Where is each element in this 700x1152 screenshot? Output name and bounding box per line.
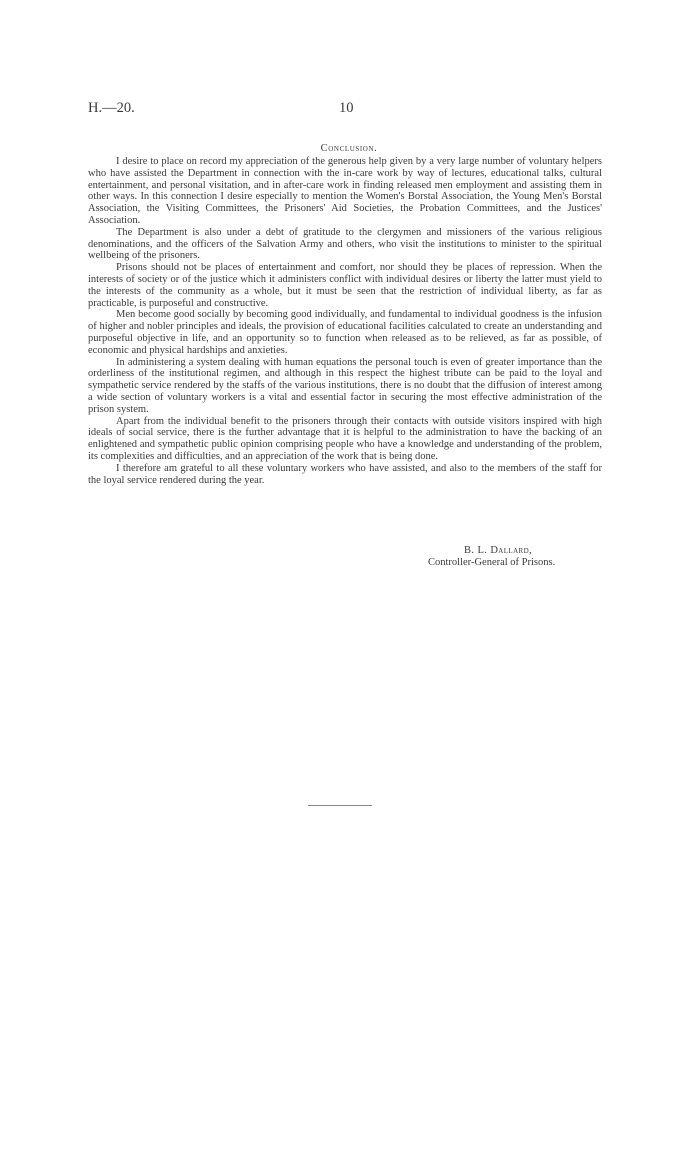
page-header — [88, 100, 610, 120]
document-reference: H.—20. — [88, 100, 135, 116]
document-body — [88, 156, 602, 486]
paragraph-voluntary-helpers: I desire to place on record my appreciation of the generous help given by a very large number of voluntary helpers who have assisted the Department in connection with the in-care work by way of lectures, educational talks, cultural entertainment, and personal visitation, and in after-care work in finding released men employment and assisting them in other ways. In this connection I desire especially to mention the Women's Borstal Association, the Young Men's Borstal Association, the Visiting Committees, the Prisoners' Aid Societies, the Probation Committees, and the Justices' Association. — [88, 156, 602, 226]
paragraph-gratitude: I therefore am grateful to all these voluntary workers who have assisted, and also to the members of the staff for the loyal service rendered during the year. — [88, 462, 602, 486]
signatory-title: Controller-General of Prisons. — [428, 557, 556, 568]
page-number: 10 — [339, 100, 354, 116]
paragraph-personal-touch: In administering a system dealing with human equations the personal touch is even of greater importance than the orderliness of the institutional regimen, and although in this respect the highest tribute can be paid to the loyal and sympathetic service rendered by the staffs of the various institutions, there is no doubt that the diffusion of interest among a wide section of voluntary workers is a vital and essential factor in securing the most effective administration of the prison system. — [88, 356, 602, 415]
paragraph-individual-goodness: Men become good socially by becoming good individually, and fundamental to individual goodness is the infusion of higher and nobler principles and ideals, the provision of educational facilities calculated to create an understanding and purposeful objective in life, and an opportunity so to function when released as to be relieved, as far as possible, of economic and physical hardships and anxieties. — [88, 309, 602, 356]
paragraph-outside-visitors: Apart from the individual benefit to the prisoners through their contacts with outside visitors inspired with high ideals of social service, there is the further advantage that it is helpful to the administration to have the backing of an enlightened and sympathetic public opinion comprising people who have a knowledge and understanding of the problem, its complexities and difficulties, and an appreciation of the work that is being done. — [88, 415, 602, 462]
section-heading: Conclusion. — [320, 143, 378, 154]
end-rule-divider — [308, 805, 372, 806]
paragraph-prisons-purpose: Prisons should not be places of entertainment and comfort, nor should they be places of repression. When the interests of society or of the justice which it administers conflict with individual desires or liberty the latter must yield to the interests of the community as a whole, but it must be seen that the restriction of individual liberty, as far as practicable, is purposeful and constructive. — [88, 262, 602, 309]
signatory-name: B. L. Dallard, — [464, 545, 533, 556]
paragraph-clergy: The Department is also under a debt of gratitude to the clergymen and missioners of the various religious denominations, and the officers of the Salvation Army and others, who visit the institutions to minister to the spiritual wellbeing of the prisoners. — [88, 226, 602, 262]
